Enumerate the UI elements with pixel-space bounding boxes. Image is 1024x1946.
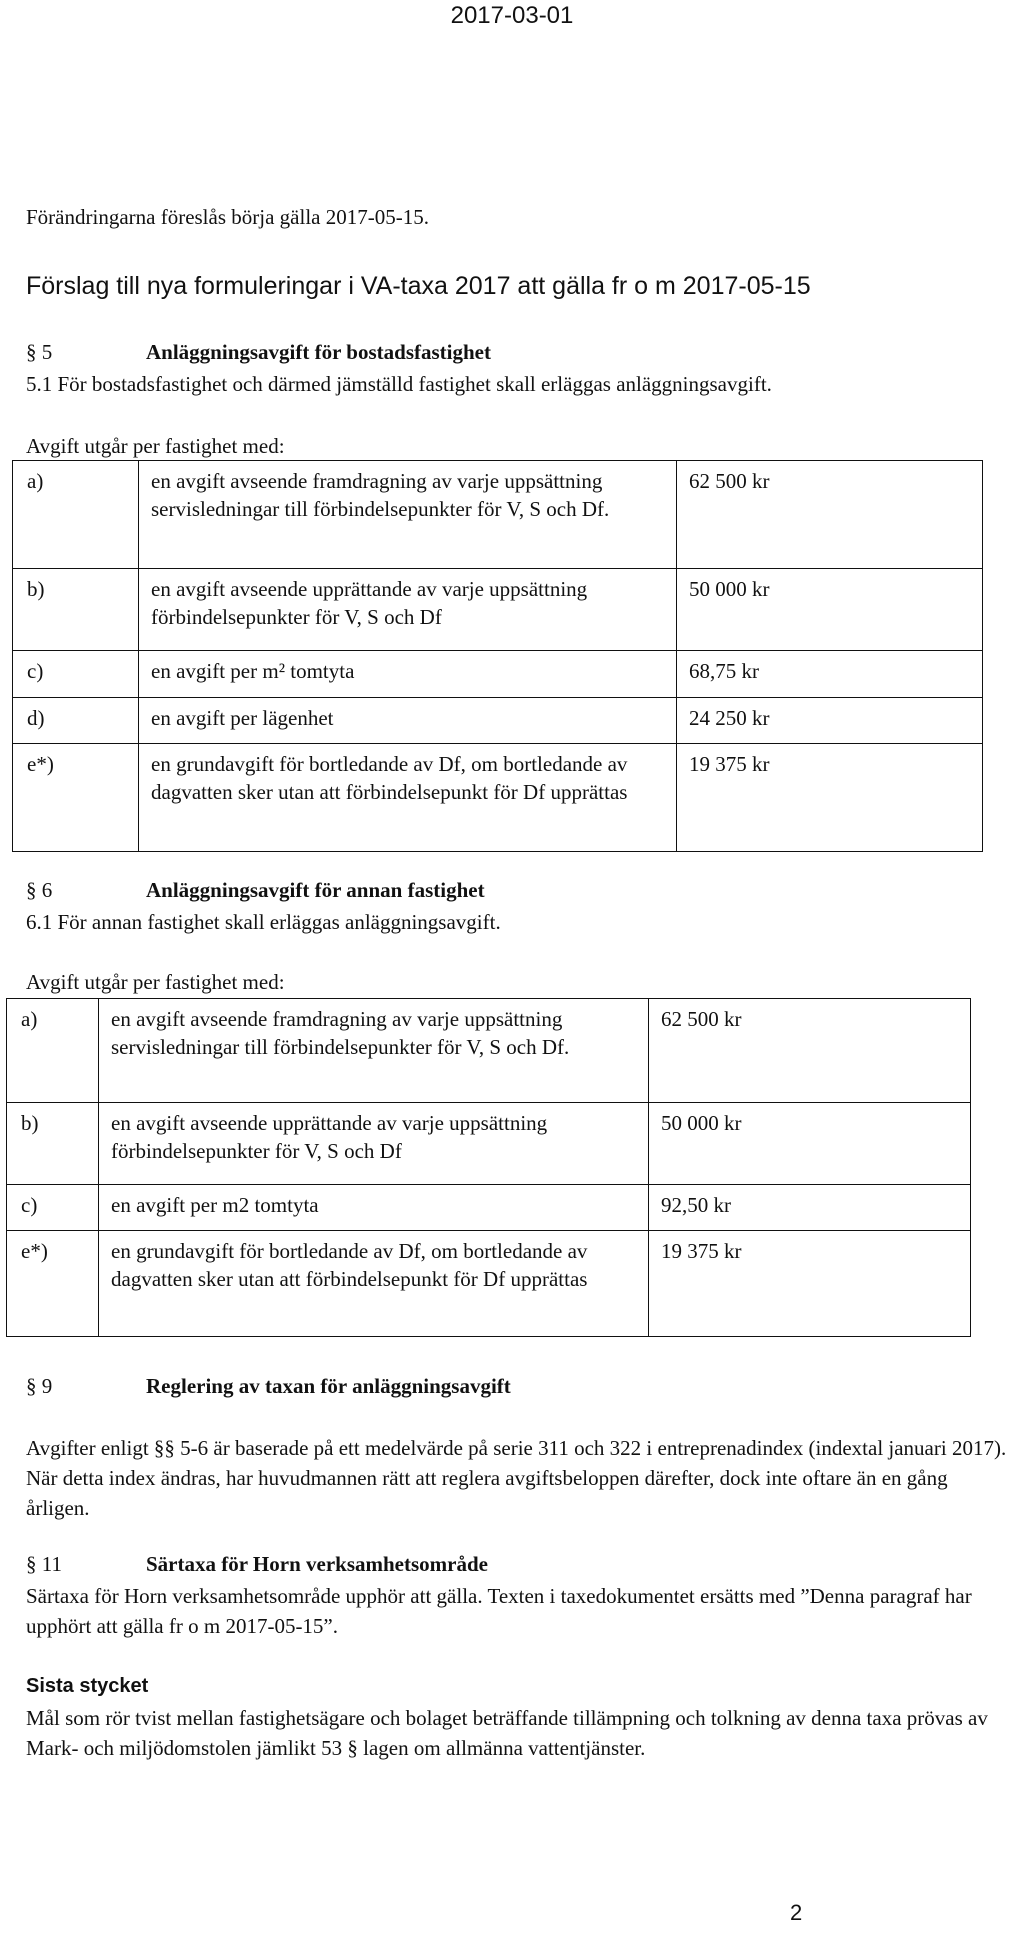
row-label: a) — [13, 461, 139, 569]
last-section-title: Sista stycket — [26, 1675, 149, 1697]
table-row — [7, 1231, 971, 1337]
row-description: en avgift per m² tomtyta — [139, 651, 677, 698]
row-amount: 50 000 kr — [649, 1103, 971, 1185]
row-label: a) — [7, 999, 99, 1103]
page-heading: Förslag till nya formuleringar i VA-taxa 2017 att gälla fr o m 2017-05-15 — [26, 272, 811, 300]
table-row — [13, 744, 983, 852]
table-row — [7, 1103, 971, 1185]
section5-text: 5.1 För bostadsfastighet och därmed jämställd fastighet skall erläggas anläggningsavgift. — [26, 372, 772, 396]
row-description: en avgift per m2 tomtyta — [99, 1185, 649, 1231]
section6-title: Anläggningsavgift för annan fastighet — [146, 878, 485, 902]
row-amount: 50 000 kr — [677, 569, 983, 651]
row-description: en avgift avseende framdragning av varje uppsättning servisledningar till förbindelsepunkter för V, S och Df. — [99, 999, 649, 1103]
row-label: e*) — [7, 1231, 99, 1337]
row-amount: 19 375 kr — [677, 744, 983, 852]
section9-title: Reglering av taxan för anläggningsavgift — [146, 1374, 511, 1398]
row-description: en avgift avseende upprättande av varje uppsättning förbindelsepunkter för V, S och Df — [139, 569, 677, 651]
row-amount: 24 250 kr — [677, 698, 983, 744]
table-row — [13, 698, 983, 744]
section6-header — [26, 878, 485, 903]
row-description: en avgift avseende upprättande av varje uppsättning förbindelsepunkter för V, S och Df — [99, 1103, 649, 1185]
section9-number: § 9 — [26, 1374, 53, 1398]
row-amount: 62 500 kr — [677, 461, 983, 569]
table-row — [7, 999, 971, 1103]
section6-fee-table — [6, 998, 971, 1337]
row-description: en avgift avseende framdragning av varje uppsättning servisledningar till förbindelsepunkter för V, S och Df. — [139, 461, 677, 569]
row-amount: 19 375 kr — [649, 1231, 971, 1337]
section6-number: § 6 — [26, 878, 53, 902]
document-date: 2017-03-01 — [450, 2, 574, 29]
section5-number: § 5 — [26, 340, 53, 364]
section6-avgift-label: Avgift utgår per fastighet med: — [26, 970, 285, 994]
section6-text: 6.1 För annan fastighet skall erläggas anläggningsavgift. — [26, 910, 501, 934]
section5-fee-table — [12, 460, 983, 852]
row-label: c) — [7, 1185, 99, 1231]
row-label: e*) — [13, 744, 139, 852]
section11-header — [26, 1552, 488, 1577]
table-row — [13, 651, 983, 698]
row-description: en grundavgift för bortledande av Df, om bortledande av dagvatten sker utan att förbindelsepunkt för Df upprättas — [139, 744, 677, 852]
section11-text: Särtaxa för Horn verksamhetsområde upphör att gälla. Texten i taxedokumentet ersätts med ”Denna paragraf har upphört att gälla fr o m 2017-05-15”. — [26, 1584, 972, 1638]
section9-header — [26, 1374, 511, 1399]
row-description: en avgift per lägenhet — [139, 698, 677, 744]
last-section-text: Mål som rör tvist mellan fastighetsägare och bolaget beträffande tillämpning och tolkning av denna taxa prövas av Mark- och miljödomstolen jämlikt 53 § lagen om allmänna vattentjänster. — [26, 1706, 988, 1760]
row-label: d) — [13, 698, 139, 744]
page-number: 2 — [790, 1900, 803, 1925]
row-label: b) — [7, 1103, 99, 1185]
section5-header — [26, 340, 491, 365]
section11-title: Särtaxa för Horn verksamhetsområde — [146, 1552, 488, 1576]
row-description: en grundavgift för bortledande av Df, om bortledande av dagvatten sker utan att förbindelsepunkt för Df upprättas — [99, 1231, 649, 1337]
section9-text: Avgifter enligt §§ 5-6 är baserade på ett medelvärde på serie 311 och 322 i entreprenadindex (indextal januari 2017). När detta index ändras, har huvudmannen rätt att reglera avgiftsbeloppen därefter, dock inte oftare än en gång årligen. — [26, 1436, 1007, 1520]
row-amount: 68,75 kr — [677, 651, 983, 698]
table-row — [13, 461, 983, 569]
section5-title: Anläggningsavgift för bostadsfastighet — [146, 340, 491, 364]
section11-number: § 11 — [26, 1552, 62, 1576]
section5-avgift-label: Avgift utgår per fastighet med: — [26, 434, 285, 458]
intro-text: Förändringarna föreslås börja gälla 2017-05-15. — [26, 205, 429, 229]
table-row — [13, 569, 983, 651]
row-amount: 92,50 kr — [649, 1185, 971, 1231]
row-amount: 62 500 kr — [649, 999, 971, 1103]
row-label: b) — [13, 569, 139, 651]
row-label: c) — [13, 651, 139, 698]
table-row — [7, 1185, 971, 1231]
